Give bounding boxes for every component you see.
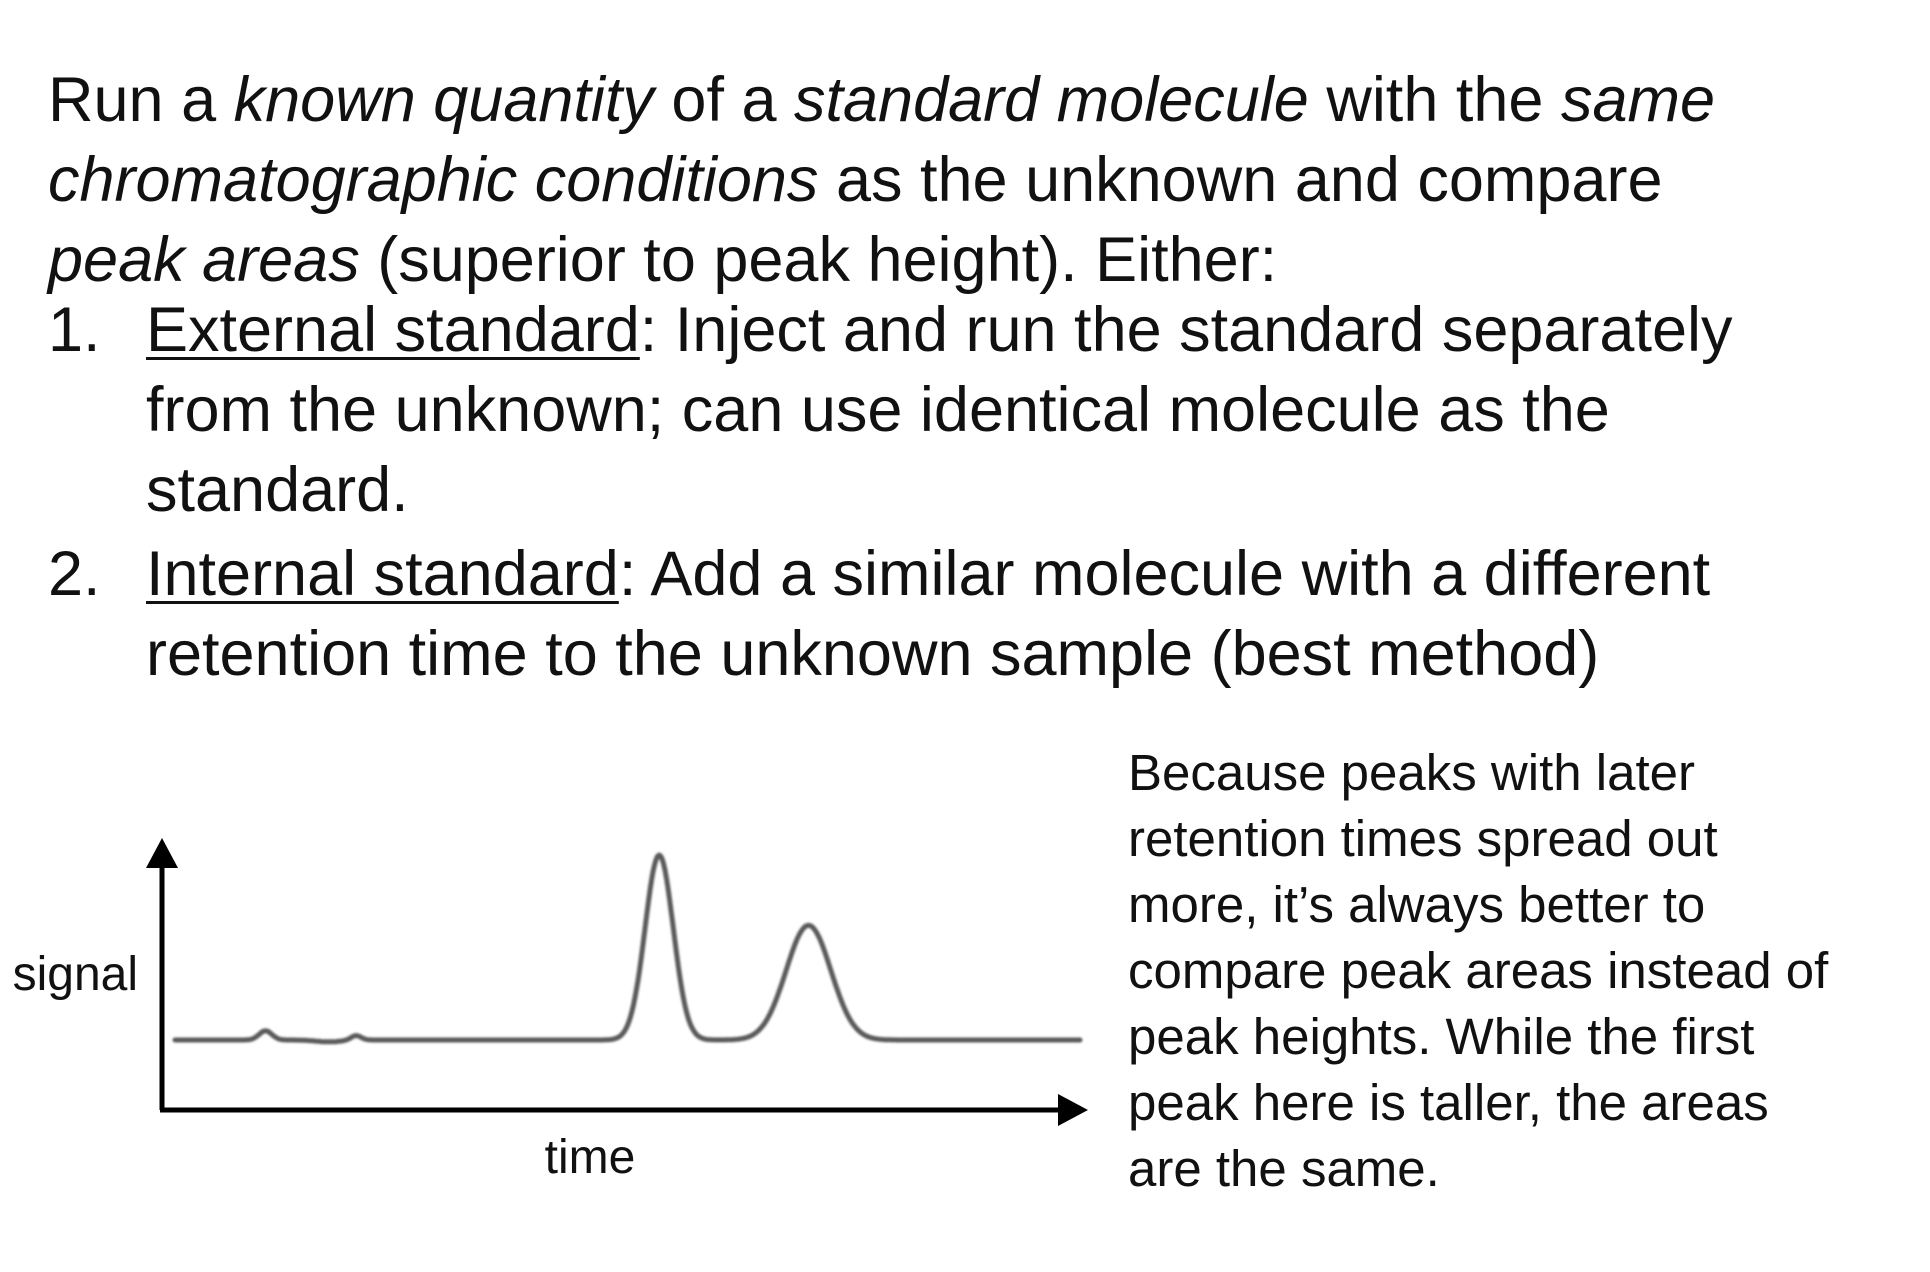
intro-emphasis: chromatographic conditions bbox=[48, 145, 819, 215]
y-axis-label: signal bbox=[12, 948, 138, 1001]
peak-area-note bbox=[1128, 740, 1828, 1202]
chromatogram-svg bbox=[0, 820, 1110, 1220]
intro-line-3 bbox=[48, 220, 1908, 300]
intro-text: with the bbox=[1308, 65, 1561, 135]
intro-line-2 bbox=[48, 140, 1908, 220]
x-axis-arrowhead bbox=[1058, 1094, 1088, 1126]
note-line: retention times spread out bbox=[1128, 810, 1718, 867]
note-line: compare peak areas instead of bbox=[1128, 942, 1829, 999]
list-number: 1. bbox=[48, 295, 101, 365]
note-line: peak heights. While the first bbox=[1128, 1008, 1755, 1065]
intro-emphasis: peak areas bbox=[48, 225, 360, 295]
chromatogram-trace-0 bbox=[175, 855, 1080, 1042]
chromatogram-chart bbox=[0, 820, 1110, 1220]
intro-line-1 bbox=[48, 60, 1908, 140]
list-line bbox=[146, 534, 1732, 614]
list-line: standard. bbox=[146, 455, 409, 525]
term-internal-standard: Internal standard bbox=[146, 539, 619, 609]
list-line: from the unknown; can use identical molecule as the bbox=[146, 375, 1610, 445]
y-axis-arrowhead bbox=[146, 838, 178, 868]
list-item-external-standard bbox=[48, 290, 1732, 530]
x-axis-label: time bbox=[544, 1131, 636, 1184]
note-line: more, it’s always better to bbox=[1128, 876, 1706, 933]
intro-text: Run a bbox=[48, 65, 234, 135]
list-line bbox=[146, 290, 1732, 370]
intro-emphasis: known quantity bbox=[233, 65, 654, 135]
list-text: : Add a similar molecule with a different bbox=[618, 539, 1711, 609]
intro-emphasis: same bbox=[1560, 65, 1715, 135]
list-item-internal-standard bbox=[48, 534, 1732, 694]
intro-text: of a bbox=[653, 65, 794, 135]
intro-emphasis: standard molecule bbox=[794, 65, 1309, 135]
list-number: 2. bbox=[48, 539, 101, 609]
intro-paragraph bbox=[48, 60, 1908, 300]
note-line: Because peaks with later bbox=[1128, 744, 1695, 801]
note-line: peak here is taller, the areas bbox=[1128, 1074, 1769, 1131]
list-text: : Inject and run the standard separately bbox=[639, 295, 1733, 365]
intro-text: as the unknown and compare bbox=[818, 145, 1663, 215]
series-layer bbox=[175, 855, 1080, 1042]
standard-methods-list bbox=[48, 290, 1732, 694]
list-line: retention time to the unknown sample (best method) bbox=[146, 619, 1600, 689]
intro-text: (superior to peak height). Either: bbox=[359, 225, 1278, 295]
term-external-standard: External standard bbox=[146, 295, 640, 365]
note-line: are the same. bbox=[1128, 1140, 1440, 1197]
